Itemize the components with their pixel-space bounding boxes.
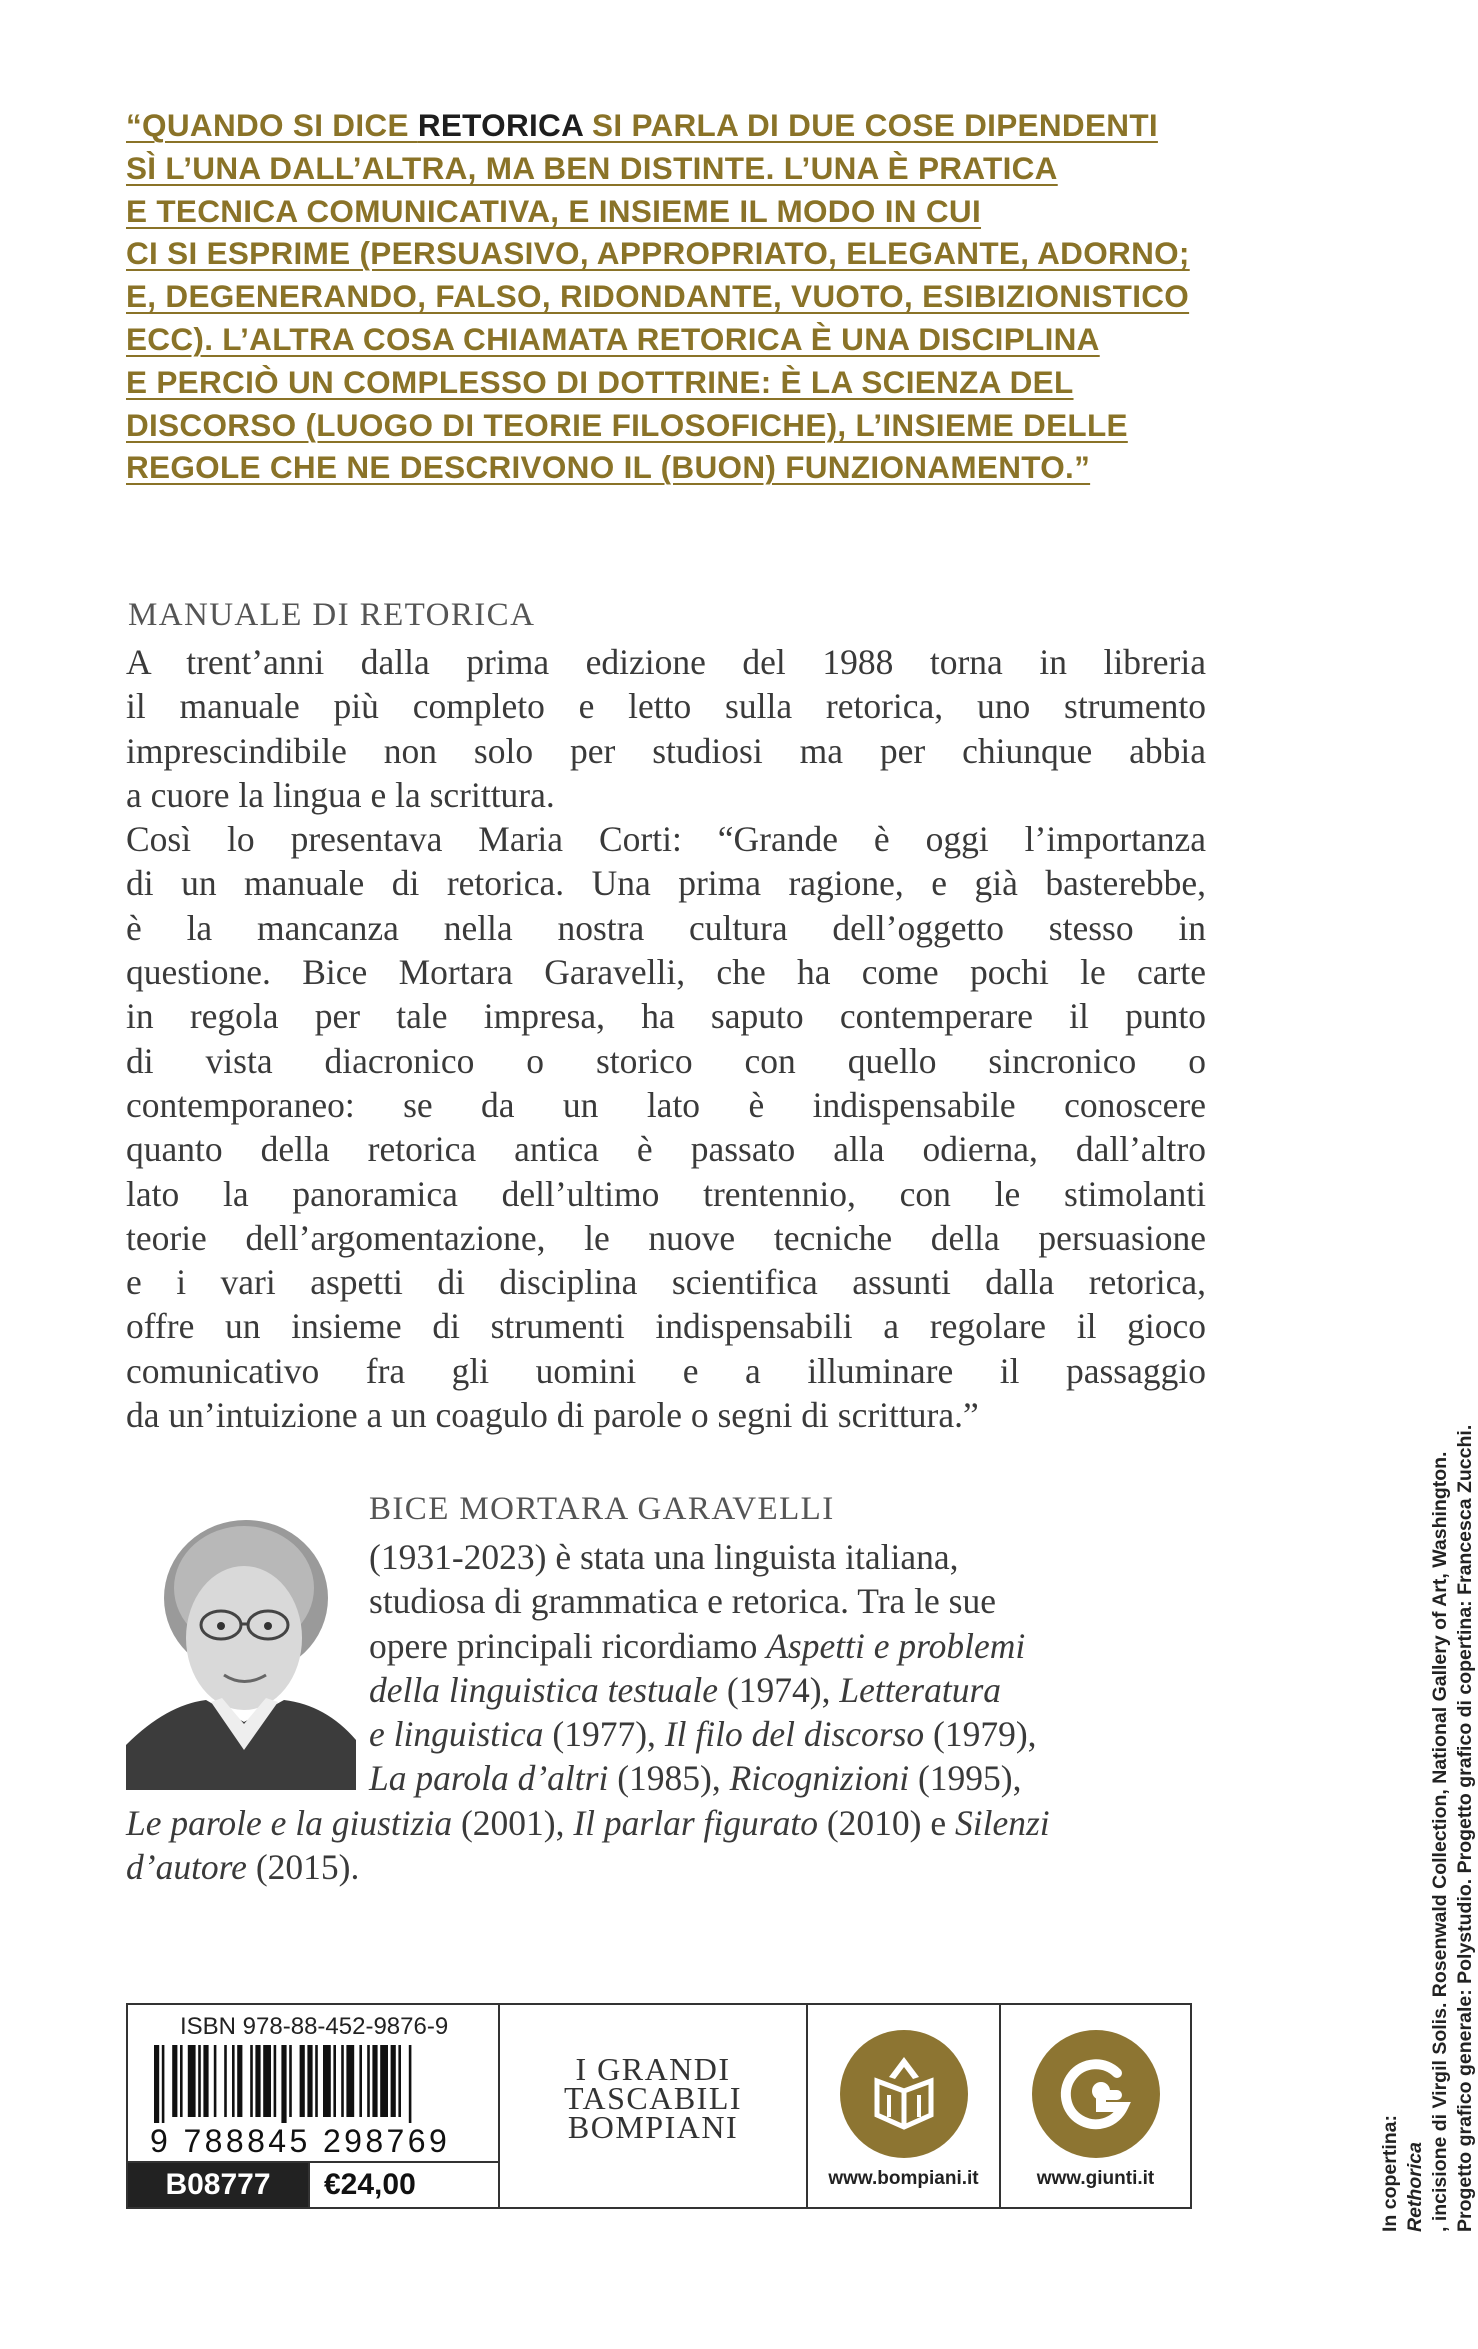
code-price-row <box>128 2161 498 2207</box>
quote-line: REGOLE CHE NE DESCRIVONO IL (BUON) FUNZIONAMENTO.” <box>126 449 1091 486</box>
quote-line: DISCORSO (LUOGO DI TEORIE FILOSOFICHE), L’INSIEME DELLE <box>126 406 1128 443</box>
series-line: I GRANDI <box>575 2051 731 2087</box>
barcode-box <box>126 2003 1192 2209</box>
description-line: e i vari aspetti di disciplina scientifica assunti dalla retorica, <box>126 1262 1206 1303</box>
back-cover-quote <box>126 104 1196 489</box>
description-line: di vista diacronico o storico con quello sincronico o <box>126 1040 1206 1081</box>
credits-line-1: In copertina: Rethorica , incisione di Virgil Solis. Rosenwald Collection, National Gallery of Art, Washington. <box>1379 1451 1451 2232</box>
manual-title: MANUALE DI RETORICA <box>128 597 536 633</box>
description-line: imprescindibile non solo per studiosi ma per chiunque abbia <box>126 730 1206 771</box>
series-cell <box>500 2005 808 2207</box>
quote-line: “QUANDO SI DICE RETORICA SI PARLA DI DUE COSE DIPENDENTI <box>126 107 1158 143</box>
bio-line: studiosa di grammatica e retorica. Tra le sue <box>369 1581 996 1622</box>
series-name <box>500 2051 806 2145</box>
author-bio <box>126 1535 1206 1889</box>
quote-line: E TECNICA COMUNICATIVA, E INSIEME IL MODO IN CUI <box>126 192 982 229</box>
quote-line: E, DEGENERANDO, FALSO, RIDONDANTE, VUOTO, ESIBIZIONISTICO <box>126 278 1190 315</box>
cover-credits <box>1378 1425 1478 2232</box>
product-code: B08777 <box>128 2163 308 2207</box>
bompiani-cell <box>808 2005 1001 2207</box>
description-line: lato la panoramica dell’ultimo trentennio, con le stimolanti <box>126 1173 1206 1214</box>
description-line: da un’intuizione a un coagulo di parole o segni di scrittura.” <box>126 1395 979 1436</box>
bio-line: opere principali ricordiamo Aspetti e problemi <box>369 1625 1026 1666</box>
bompiani-logo-icon <box>839 2029 969 2159</box>
giunti-logo-icon <box>1031 2029 1161 2159</box>
barcode-icon <box>148 2045 478 2125</box>
description-line: offre un insieme di strumenti indispensabili a regolare il gioco <box>126 1306 1206 1347</box>
description-line: A trent’anni dalla prima edizione del 1988 torna in libreria <box>126 642 1206 682</box>
series-line: TASCABILI <box>563 2080 743 2116</box>
credits-line-2: Progetto grafico generale: Polystudio. Progetto grafico di copertina: Francesca Zucchi. <box>1454 1424 1476 2232</box>
bio-line: e linguistica (1977), Il filo del discorso (1979), <box>369 1714 1037 1755</box>
quote-line: E PERCIÒ UN COMPLESSO DI DOTTRINE: È LA SCIENZA DEL <box>126 363 1074 400</box>
isbn-cell <box>128 2005 500 2207</box>
manual-description <box>126 640 1206 1437</box>
description-line: a cuore la lingua e la scrittura. <box>126 774 555 815</box>
quote-line: CI SI ESPRIME (PERSUASIVO, APPROPRIATO, ELEGANTE, ADORNO; <box>126 235 1190 272</box>
barcode-digits: 9 788845 298769 <box>150 2123 451 2159</box>
description-line: teorie dell’argomentazione, le nuove tecniche della persuasione <box>126 1217 1206 1258</box>
description-line: il manuale più completo e letto sulla retorica, uno strumento <box>126 686 1206 727</box>
bompiani-url: www.bompiani.it <box>828 2168 979 2189</box>
bio-line: della linguistica testuale (1974), Letteratura <box>369 1669 1002 1710</box>
isbn-number: ISBN 978-88-452-9876-9 <box>180 2013 449 2040</box>
price: €24,00 <box>308 2163 498 2207</box>
giunti-cell <box>1001 2005 1190 2207</box>
description-line: di un manuale di retorica. Una prima ragione, e già basterebbe, <box>126 863 1206 904</box>
giunti-url: www.giunti.it <box>1036 2168 1155 2189</box>
bio-line: La parola d’altri (1985), Ricognizioni (1995), <box>369 1758 1022 1799</box>
author-name: BICE MORTARA GARAVELLI <box>369 1491 835 1527</box>
description-line: comunicativo fra gli uomini e a illuminare il passaggio <box>126 1350 1206 1391</box>
series-line: BOMPIANI <box>567 2109 739 2145</box>
bio-line: d’autore (2015). <box>126 1847 360 1888</box>
description-line: in regola per tale impresa, ha saputo contemperare il punto <box>126 996 1206 1037</box>
description-line: è la mancanza nella nostra cultura dell’oggetto stesso in <box>126 907 1206 948</box>
description-line: quanto della retorica antica è passato alla odierna, dall’altro <box>126 1129 1206 1170</box>
description-line: contemporaneo: se da un lato è indispensabile conoscere <box>126 1084 1206 1125</box>
bio-line: Le parole e la giustizia (2001), Il parlar figurato (2010) e Silenzi <box>126 1802 1050 1843</box>
bio-line: (1931-2023) è stata una linguista italiana, <box>369 1537 959 1577</box>
quote-line: SÌ L’UNA DALL’ALTRA, MA BEN DISTINTE. L’UNA È PRATICA <box>126 149 1058 186</box>
quote-line: ECC). L’ALTRA COSA CHIAMATA RETORICA È UNA DISCIPLINA <box>126 320 1100 357</box>
description-line: Così lo presentava Maria Corti: “Grande è oggi l’importanza <box>126 819 1206 860</box>
description-line: questione. Bice Mortara Garavelli, che ha come pochi le carte <box>126 952 1206 993</box>
